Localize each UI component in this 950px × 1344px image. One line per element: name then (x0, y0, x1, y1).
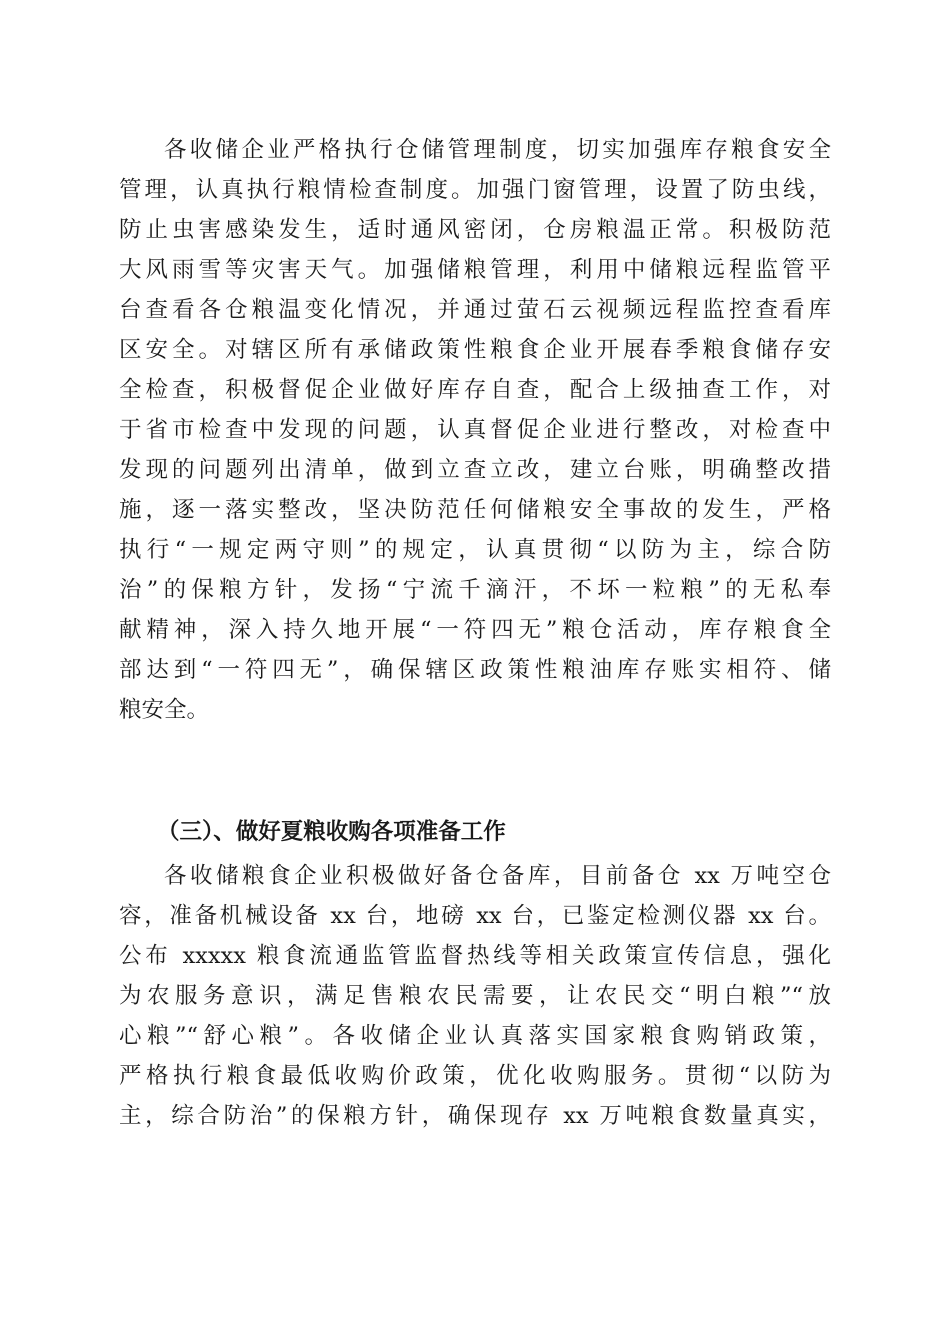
paragraph-line: 公布 xxxxx 粮食流通监管监督热线等相关政策宣传信息，强化 (119, 943, 831, 969)
paragraph-line: 全检查，积极督促企业做好库存自查，配合上级抽查工作，对 (119, 377, 831, 403)
paragraph-line: 治”的保粮方针，发扬“宁流千滴汗，不坏一粒粮”的无私奉 (119, 577, 831, 603)
paragraph-line: 施，逐一落实整改，坚决防范任何储粮安全事故的发生，严格 (119, 497, 831, 523)
paragraph-line: 于省市检查中发现的问题，认真督促企业进行整改，对检查中 (119, 417, 831, 443)
paragraph-line: 严格执行粮食最低收购价政策，优化收购服务。贯彻“以防为 (119, 1063, 831, 1089)
section-heading-3 (119, 812, 831, 852)
paragraph-line: 防止虫害感染发生，适时通风密闭，仓房粮温正常。积极防范 (119, 217, 831, 243)
paragraph-line: 各收储企业严格执行仓储管理制度，切实加强库存粮食安全 (164, 137, 831, 163)
paragraph-line: 献精神，深入持久地开展“一符四无”粮仓活动，库存粮食全 (119, 617, 831, 643)
paragraph-summer-grain-preparation (119, 856, 831, 1136)
paragraph-line: 台查看各仓粮温变化情况，并通过萤石云视频远程监控查看库 (119, 297, 831, 323)
paragraph-line: 大风雨雪等灾害天气。加强储粮管理，利用中储粮远程监管平 (119, 257, 831, 283)
paragraph-line: 部达到“一符四无”，确保辖区政策性粮油库存账实相符、储 (119, 657, 831, 683)
paragraph-line: 发现的问题列出清单，做到立查立改，建立台账，明确整改措 (119, 457, 831, 483)
paragraph-line: 执行“一规定两守则”的规定，认真贯彻“以防为主，综合防 (119, 537, 831, 563)
paragraph-line: 管理，认真执行粮情检查制度。加强门窗管理，设置了防虫线， (119, 177, 831, 203)
paragraph-line: 心粮”“舒心粮”。各收储企业认真落实国家粮食购销政策， (119, 1023, 831, 1049)
paragraph-line: 容，准备机械设备 xx 台，地磅 xx 台，已鉴定检测仪器 xx 台。 (119, 903, 831, 929)
paragraph-storage-management (119, 130, 831, 730)
heading-text: （三）、做好夏粮收购各项准备工作 (157, 819, 506, 845)
paragraph-line: 为农服务意识，满足售粮农民需要，让农民交“明白粮”“放 (119, 983, 831, 1009)
paragraph-line: 粮安全。 (119, 697, 210, 723)
paragraph-line: 主，综合防治”的保粮方针，确保现存 xx 万吨粮食数量真实， (119, 1103, 831, 1129)
paragraph-line: 区安全。对辖区所有承储政策性粮食企业开展春季粮食储存安 (119, 337, 831, 363)
paragraph-line: 各收储粮食企业积极做好备仓备库，目前备仓 xx 万吨空仓 (164, 863, 831, 889)
